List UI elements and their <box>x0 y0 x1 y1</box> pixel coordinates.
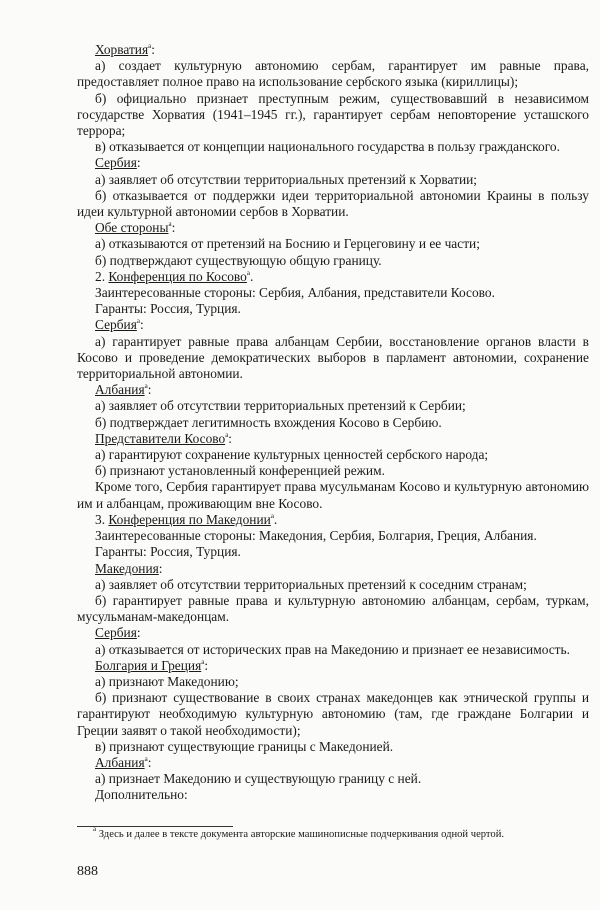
bg-gr-item-a: а) признают Македонию; <box>95 673 239 689</box>
kosovo-serbia-item-a: а) гарантирует равные права албанцам Сербии, восстановление органов власти в Косово и проведение демократических выборов в парламент автономии, сохранение территориальной автономии. <box>77 333 589 382</box>
bg-gr-item-b: б) признают существование в своих странах македонцев как этнической группы и гарантируют необходимую культурную автономию (там, где граждане Болгарии и Греции заявят о такой необходимости); <box>77 690 589 738</box>
heading-kosovo-serbia: Сербия$^а$: <box>95 317 144 333</box>
both-item-a: а) отказываются от претензий на Боснию и Герцеговину и ее части; <box>95 236 480 252</box>
croatia-item-c: в) отказывается от концепции национального государства в пользу гражданского. <box>95 139 560 155</box>
footnote <box>93 825 589 841</box>
macedonia-parties: Заинтересованные стороны: Македония, Сербия, Болгария, Греция, Албания. <box>95 528 537 544</box>
both-item-b: б) подтверждают существующую общую границу. <box>95 252 382 268</box>
heading-croatia: Хорватия$^а$: <box>95 42 155 57</box>
macedonia-serbia-item-a: а) отказывается от исторических прав на Македонию и признает ее независимость. <box>95 641 570 657</box>
macedonia-item-b: б) гарантирует равные права и культурную автономию албанцам, сербам, туркам, мусульманам-македонцам. <box>77 592 589 625</box>
heading-macedonia-conference: 3. Конференция по Македонии$^а$. <box>95 511 278 527</box>
heading-serbia-1: Сербия: <box>95 155 141 171</box>
heading-macedonia-albania: Албания$^а$: <box>95 754 152 770</box>
footnote-text: Здесь и далее в тексте документа авторские машинописные подчеркивания одной чертой. <box>98 829 505 840</box>
kosovo-reps-item-a: а) гарантируют сохранение культурных ценностей сербского народа; <box>95 447 489 463</box>
kosovo-guarantors: Гаранты: Россия, Турция. <box>95 301 241 317</box>
kosovo-albania-item-a: а) заявляет об отсутствии территориальных претензий к Сербии; <box>95 398 466 414</box>
footnote-divider <box>77 826 233 827</box>
macedonia-albania-item-a: а) признает Македонию и существующую границу с ней. <box>95 771 422 787</box>
heading-bulgaria-greece: Болгария и Греция$^а$: <box>95 657 209 673</box>
croatia-item-b: б) официально признает преступным режим, существовавший в независимом государстве Хорватия (1941–1945 гг.), гарантирует сербам неповторение усташского террора; <box>77 90 589 139</box>
heading-macedonia: Македония: <box>95 560 163 576</box>
macedonia-guarantors: Гаранты: Россия, Турция. <box>95 544 241 560</box>
heading-kosovo-representatives: Представители Косово$^а$: <box>95 430 233 446</box>
page-number: 888 <box>77 864 98 879</box>
footnote-mark: а <box>93 825 97 833</box>
kosovo-extra: Кроме того, Сербия гарантирует права мусульманам Косово и культурную автономию им и албанцам, проживающим вне Косово. <box>77 479 589 511</box>
heading-both-sides: Обе стороны$^а$: <box>95 220 176 236</box>
heading-kosovo-conference: 2. Конференция по Косово$^а$. <box>95 268 254 284</box>
kosovo-reps-item-b: б) признают установленный конференцией режим. <box>95 463 385 479</box>
bg-gr-item-c: в) признают существующие границы с Македонией. <box>95 738 394 754</box>
macedonia-item-a: а) заявляет об отсутствии территориальных претензий к соседним странам; <box>95 576 527 592</box>
heading-macedonia-serbia: Сербия: <box>95 625 141 641</box>
kosovo-parties: Заинтересованные стороны: Сербия, Албания, представители Косово. <box>95 285 495 301</box>
heading-kosovo-albania: Албания$^а$: <box>95 382 152 398</box>
croatia-item-a: а) создает культурную автономию сербам, гарантирует им равные права, предоставляет полное право на использование сербского языка (кириллицы); <box>77 58 589 90</box>
additionally: Дополнительно: <box>95 787 188 803</box>
kosovo-albania-item-b: б) подтверждает легитимность вхождения Косово в Сербию. <box>95 414 442 430</box>
body-text <box>77 42 589 804</box>
serbia1-item-b: б) отказывается от поддержки идеи территориальной автономии Краины в пользу идеи культурной автономии сербов в Хорватии. <box>77 187 589 220</box>
serbia1-item-a: а) заявляет об отсутствии территориальных претензий к Хорватии; <box>95 171 478 187</box>
